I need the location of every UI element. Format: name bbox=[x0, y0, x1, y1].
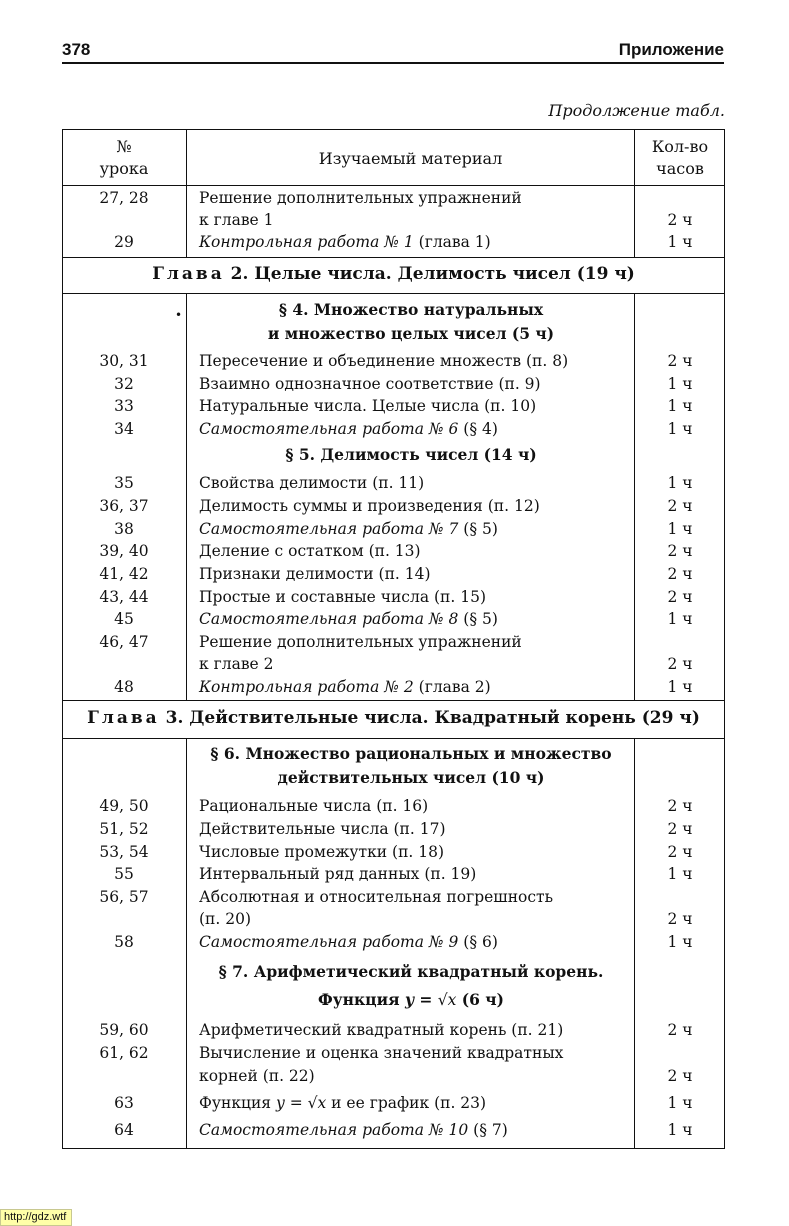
lesson-topic: Рациональные числа (п. 16) bbox=[199, 797, 429, 815]
lesson-number: 34 bbox=[114, 420, 134, 438]
stray-mark: • bbox=[175, 308, 183, 322]
section-title: § 4. Множество натуральных и множество целых чисел (5 ч) bbox=[267, 300, 555, 343]
lesson-number: 41, 42 bbox=[99, 565, 149, 583]
lesson-topic: Функция y = √x и ее график (п. 23) bbox=[199, 1094, 487, 1112]
lesson-hours: 1 ч bbox=[667, 420, 693, 438]
lesson-topic: Деление с остатком (п. 13) bbox=[199, 542, 421, 560]
chapter-divider bbox=[63, 738, 724, 739]
lesson-hours: 2 ч bbox=[667, 497, 693, 515]
lesson-number: 43, 44 bbox=[99, 588, 149, 606]
lesson-number: 45 bbox=[114, 610, 134, 628]
column-divider bbox=[186, 738, 187, 1148]
section-title: § 5. Делимость чисел (14 ч) bbox=[285, 445, 537, 464]
lesson-number: 38 bbox=[114, 520, 134, 538]
header-divider bbox=[63, 185, 724, 186]
lesson-number: 30, 31 bbox=[99, 352, 149, 370]
lesson-hours: 1 ч bbox=[667, 474, 693, 492]
col-header-hours: Кол-во часов bbox=[651, 137, 709, 178]
lesson-topic: Натуральные числа. Целые числа (п. 10) bbox=[199, 397, 537, 415]
page-header bbox=[62, 38, 724, 64]
lesson-number: 48 bbox=[114, 678, 134, 696]
lesson-number: 32 bbox=[114, 375, 134, 393]
lesson-topic: Самостоятельная работа № 10 (§ 7) bbox=[199, 1121, 508, 1139]
lesson-topic-cont: (п. 20) bbox=[199, 910, 252, 928]
lesson-hours: 2 ч bbox=[667, 211, 693, 229]
lesson-topic: Решение дополнительных упражнений bbox=[199, 189, 522, 207]
table-caption: Продолжение табл. bbox=[548, 101, 725, 120]
lesson-hours: 1 ч bbox=[667, 520, 693, 538]
lesson-topic: Вычисление и оценка значений квадратных bbox=[199, 1044, 564, 1062]
lesson-number: 49, 50 bbox=[99, 797, 149, 815]
column-divider bbox=[186, 293, 187, 700]
lesson-topic: Пересечение и объединение множеств (п. 8) bbox=[199, 352, 569, 370]
lesson-hours: 2 ч bbox=[667, 1067, 693, 1085]
lesson-number: 56, 57 bbox=[99, 888, 149, 906]
lesson-number: 53, 54 bbox=[99, 843, 149, 861]
lesson-topic-cont: к главе 2 bbox=[199, 655, 274, 673]
lesson-number: 36, 37 bbox=[99, 497, 149, 515]
lesson-number: 29 bbox=[114, 233, 134, 251]
lesson-hours: 2 ч bbox=[667, 542, 693, 560]
lesson-topic: Числовые промежутки (п. 18) bbox=[199, 843, 445, 861]
lesson-topic: Абсолютная и относительная погрешность bbox=[199, 888, 554, 906]
lesson-topic: Простые и составные числа (п. 15) bbox=[199, 588, 486, 606]
lesson-topic: Арифметический квадратный корень (п. 21) bbox=[199, 1021, 564, 1039]
lesson-topic: Самостоятельная работа № 6 (§ 4) bbox=[199, 420, 498, 438]
lesson-hours: 2 ч bbox=[667, 820, 693, 838]
lesson-number: 39, 40 bbox=[99, 542, 149, 560]
lesson-hours: 2 ч bbox=[667, 797, 693, 815]
chapter-title: Глава 2. Целые числа. Делимость чисел (19 ч) bbox=[152, 264, 635, 284]
chapter-divider bbox=[63, 700, 724, 701]
lesson-number: 64 bbox=[114, 1121, 134, 1139]
lesson-hours: 2 ч bbox=[667, 655, 693, 673]
lesson-hours: 2 ч bbox=[667, 565, 693, 583]
lesson-topic: Контрольная работа № 1 (глава 1) bbox=[199, 233, 491, 251]
lesson-number: 33 bbox=[114, 397, 134, 415]
lesson-topic: Интервальный ряд данных (п. 19) bbox=[199, 865, 477, 883]
lesson-hours: 2 ч bbox=[667, 352, 693, 370]
lesson-table bbox=[62, 129, 725, 1149]
col-header-material: Изучаемый материал bbox=[318, 149, 503, 168]
lesson-hours: 1 ч bbox=[667, 678, 693, 696]
lesson-hours: 2 ч bbox=[667, 910, 693, 928]
section-title: § 6. Множество рациональных и множество действительных чисел (10 ч) bbox=[210, 744, 612, 787]
lesson-topic: Самостоятельная работа № 7 (§ 5) bbox=[199, 520, 498, 538]
lesson-topic-cont: корней (п. 22) bbox=[199, 1067, 315, 1085]
lesson-hours: 2 ч bbox=[667, 1021, 693, 1039]
chapter-divider bbox=[63, 257, 724, 258]
header-title: Приложение bbox=[618, 40, 724, 59]
lesson-number: 27, 28 bbox=[99, 189, 149, 207]
lesson-topic: Взаимно однозначное соответствие (п. 9) bbox=[199, 375, 541, 393]
col-header-num: № урока bbox=[99, 137, 149, 178]
lesson-topic: Действительные числа (п. 17) bbox=[199, 820, 446, 838]
lesson-number: 35 bbox=[114, 474, 134, 492]
lesson-number: 61, 62 bbox=[99, 1044, 149, 1062]
lesson-number: 46, 47 bbox=[99, 633, 149, 651]
lesson-number: 63 bbox=[114, 1094, 134, 1112]
lesson-topic: Контрольная работа № 2 (глава 2) bbox=[199, 678, 491, 696]
lesson-number: 59, 60 bbox=[99, 1021, 149, 1039]
lesson-hours: 1 ч bbox=[667, 933, 693, 951]
lesson-hours: 2 ч bbox=[667, 843, 693, 861]
lesson-topic: Делимость суммы и произведения (п. 12) bbox=[199, 497, 540, 515]
lesson-topic: Самостоятельная работа № 9 (§ 6) bbox=[199, 933, 498, 951]
section-title: § 7. Арифметический квадратный корень. Функция y = √x (6 ч) bbox=[218, 962, 604, 1009]
lesson-hours: 1 ч bbox=[667, 1121, 693, 1139]
chapter-title: Глава 3. Действительные числа. Квадратный корень (29 ч) bbox=[87, 708, 700, 728]
chapter-divider bbox=[63, 293, 724, 294]
lesson-number: 55 bbox=[114, 865, 134, 883]
lesson-topic-cont: к главе 1 bbox=[199, 211, 274, 229]
lesson-hours: 1 ч bbox=[667, 397, 693, 415]
lesson-hours: 1 ч bbox=[667, 865, 693, 883]
lesson-hours: 1 ч bbox=[667, 233, 693, 251]
lesson-topic: Решение дополнительных упражнений bbox=[199, 633, 522, 651]
lesson-number: 51, 52 bbox=[99, 820, 149, 838]
lesson-number: 58 bbox=[114, 933, 134, 951]
page-number: 378 bbox=[62, 40, 91, 59]
source-watermark-link[interactable]: http://gdz.wtf bbox=[0, 1209, 72, 1226]
lesson-hours: 1 ч bbox=[667, 610, 693, 628]
lesson-hours: 1 ч bbox=[667, 375, 693, 393]
lesson-hours: 2 ч bbox=[667, 588, 693, 606]
lesson-topic: Самостоятельная работа № 8 (§ 5) bbox=[199, 610, 498, 628]
lesson-topic: Признаки делимости (п. 14) bbox=[199, 565, 431, 583]
lesson-topic: Свойства делимости (п. 11) bbox=[199, 474, 425, 492]
lesson-hours: 1 ч bbox=[667, 1094, 693, 1112]
